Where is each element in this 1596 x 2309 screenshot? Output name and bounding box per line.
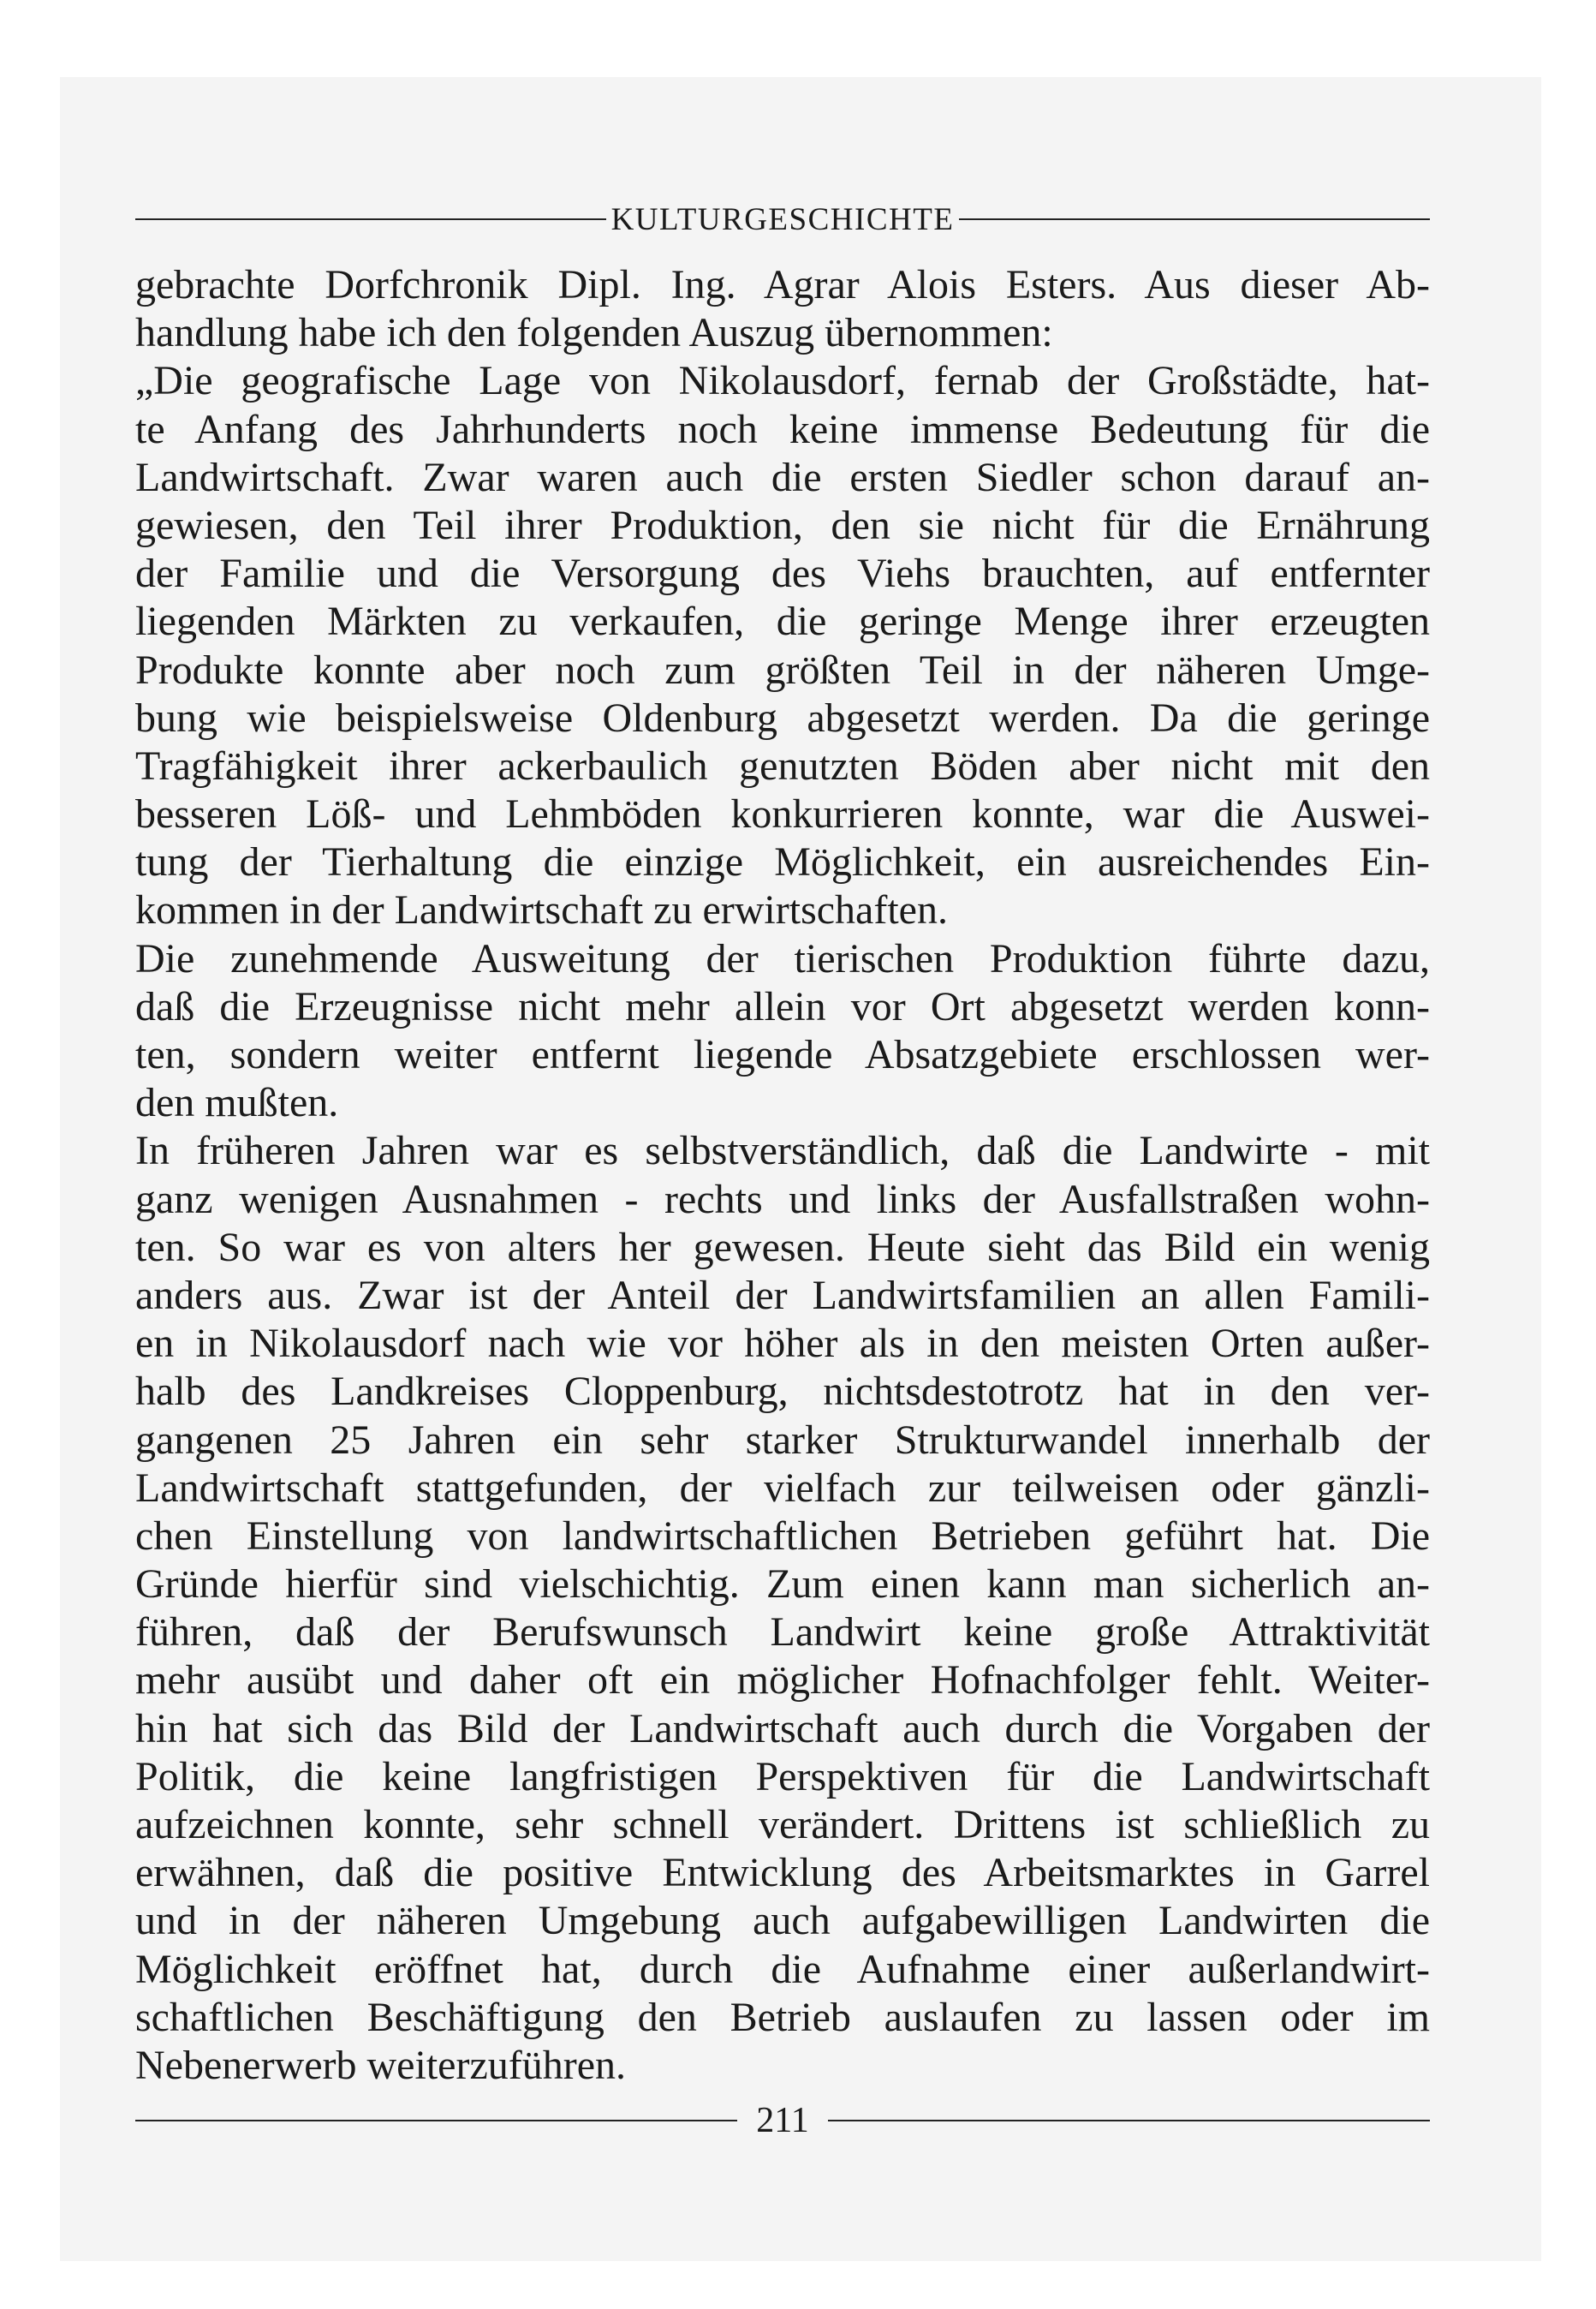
text-line: mehr ausübt und daher oft ein möglicher Hofnachfolger fehlt. Weiter- — [135, 1657, 1430, 1703]
text-line: en in Nikolausdorf nach wie vor höher als in den meisten Orten außer- — [135, 1321, 1430, 1367]
text-line: chen Einstellung von landwirtschaftlichen Betrieben geführt hat. Die — [135, 1512, 1430, 1559]
text-line: den mußten. — [135, 1080, 339, 1126]
header-rule-right — [959, 218, 1430, 220]
text-line: anders aus. Zwar ist der Anteil der Landwirtsfamilien an allen Famili- — [135, 1272, 1430, 1318]
text-line: Tragfähigkeit ihrer ackerbaulich genutzten Böden aber nicht mit den — [135, 743, 1430, 789]
text-line: Möglichkeit eröffnet hat, durch die Aufnahme einer außerlandwirt- — [135, 1946, 1430, 1992]
text-line: kommen in der Landwirtschaft zu erwirtschaften. — [135, 887, 948, 934]
footer-rule-right — [828, 2120, 1430, 2121]
text-line: halb des Landkreises Cloppenburg, nichtsdestotrotz hat in den ver- — [135, 1369, 1430, 1415]
text-line: Politik, die keine langfristigen Perspektiven für die Landwirtschaft — [135, 1753, 1430, 1799]
text-line: Gründe hierfür sind vielschichtig. Zum einen kann man sicherlich an- — [135, 1561, 1430, 1608]
text-line: Die zunehmende Ausweitung der tierischen Produktion führte dazu, — [135, 935, 1430, 981]
text-line: ten. So war es von alters her gewesen. Heute sieht das Bild ein wenig — [135, 1224, 1430, 1270]
text-line: handlung habe ich den folgenden Auszug übernommen: — [135, 310, 1053, 356]
running-head-title: KULTURGESCHICHTE — [610, 201, 955, 237]
text-line: Landwirtschaft. Zwar waren auch die ersten Siedler schon darauf an- — [135, 454, 1430, 500]
text-line: tung der Tierhaltung die einzige Möglichkeit, ein ausreichendes Ein- — [135, 839, 1430, 886]
text-line: bung wie beispielsweise Oldenburg abgesetzt werden. Da die geringe — [135, 695, 1430, 741]
text-line: Nebenerwerb weiterzuführen. — [135, 2042, 627, 2088]
text-line: te Anfang des Jahrhunderts noch keine immense Bedeutung für die — [135, 406, 1430, 452]
header-rule-left — [135, 218, 606, 220]
running-header — [135, 195, 1430, 243]
text-line: gangenen 25 Jahren ein sehr starker Strukturwandel innerhalb der — [135, 1417, 1430, 1463]
footer-rule-left — [135, 2120, 737, 2121]
text-line: aufzeichnen konnte, sehr schnell verändert. Drittens ist schließlich zu — [135, 1802, 1430, 1847]
text-line: hin hat sich das Bild der Landwirtschaft auch durch die Vorgaben der — [135, 1705, 1430, 1751]
text-line: schaftlichen Beschäftigung den Betrieb auslaufen zu lassen oder im — [135, 1994, 1430, 2040]
text-line: liegenden Märkten zu verkaufen, die geringe Menge ihrer erzeugten — [135, 599, 1430, 645]
page-footer — [135, 2095, 1430, 2146]
text-line: Landwirtschaft stattgefunden, der vielfach zur teilweisen oder gänzli- — [135, 1465, 1430, 1511]
text-line: gebrachte Dorfchronik Dipl. Ing. Agrar Alois Esters. Aus dieser Ab- — [135, 262, 1430, 307]
body-text — [135, 261, 1430, 2088]
text-line: erwähnen, daß die positive Entwicklung des Arbeitsmarktes in Garrel — [135, 1850, 1430, 1896]
text-line: „Die geografische Lage von Nikolausdorf, fernab der Großstädte, hat- — [135, 358, 1430, 404]
text-line: Produkte konnte aber noch zum größten Teil in der näheren Umge- — [135, 647, 1430, 693]
text-line: besseren Löß- und Lehmböden konkurrieren konnte, war die Auswei- — [135, 791, 1430, 838]
text-line: ten, sondern weiter entfernt liegende Absatzgebiete erschlossen wer- — [135, 1032, 1430, 1077]
text-line: führen, daß der Berufswunsch Landwirt keine große Attraktivität — [135, 1609, 1430, 1656]
text-line: In früheren Jahren war es selbstverständlich, daß die Landwirte - mit — [135, 1128, 1430, 1174]
text-line: ganz wenigen Ausnahmen - rechts und links der Ausfallstraßen wohn- — [135, 1176, 1430, 1222]
page-number: 211 — [756, 2101, 809, 2140]
text-line: der Familie und die Versorgung des Viehs brauchten, auf entfernter — [135, 551, 1430, 597]
text-line: gewiesen, den Teil ihrer Produktion, den sie nicht für die Ernährung — [135, 502, 1430, 548]
text-line: daß die Erzeugnisse nicht mehr allein vor Ort abgesetzt werden konn- — [135, 983, 1430, 1029]
text-line: und in der näheren Umgebung auch aufgabewilligen Landwirten die — [135, 1898, 1430, 1944]
